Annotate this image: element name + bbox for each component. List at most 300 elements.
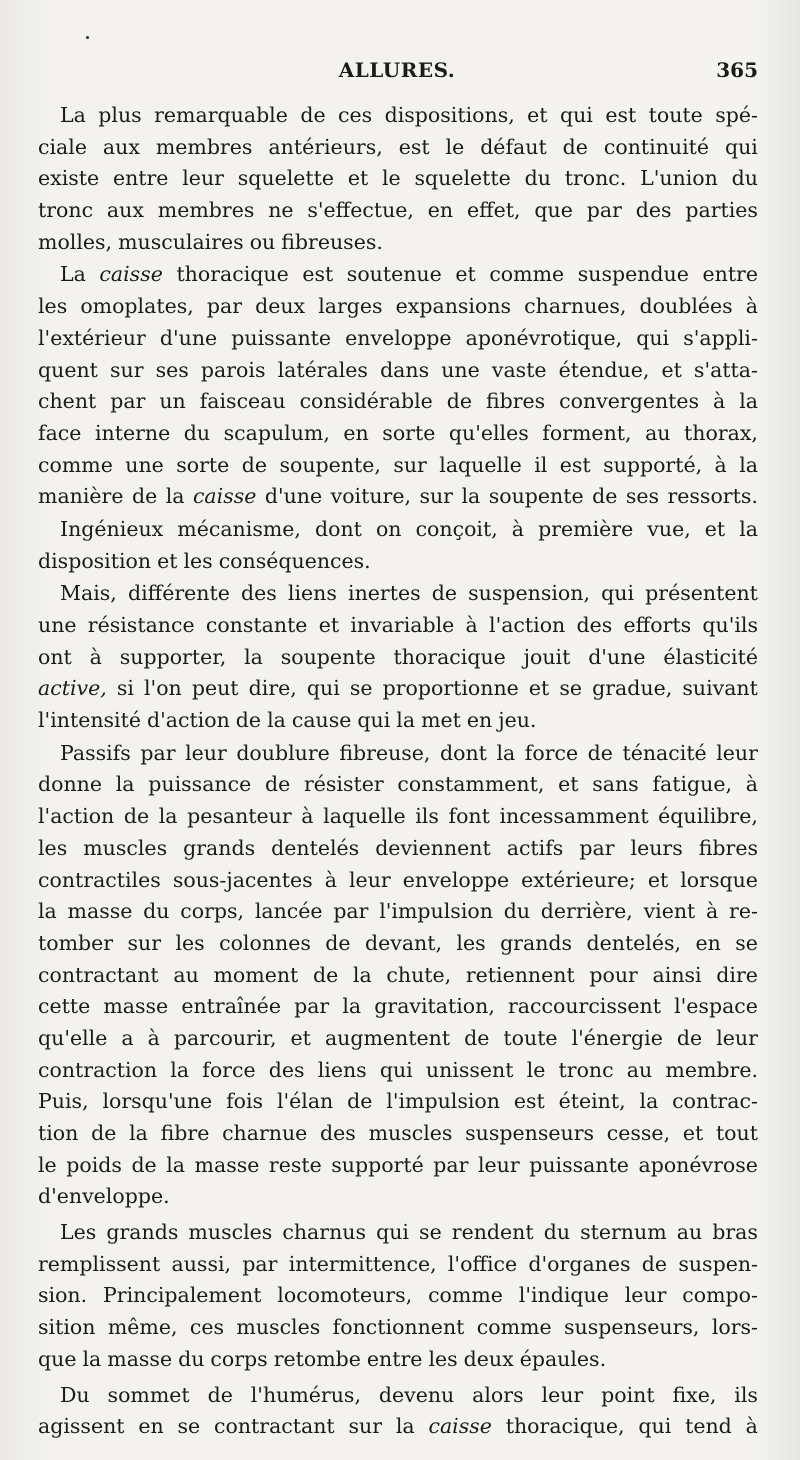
word: moment <box>213 962 299 987</box>
word: mécanisme, <box>177 516 301 541</box>
word: de <box>347 1089 373 1114</box>
word: remarquable <box>154 103 288 127</box>
text-line <box>38 1086 758 1118</box>
word: suspension, <box>468 581 590 606</box>
word: puissante <box>231 325 332 350</box>
word: et <box>455 262 476 287</box>
word: dentelés <box>271 835 360 860</box>
word: de <box>91 1121 117 1145</box>
word: au <box>676 1220 703 1245</box>
word: thorax, <box>684 420 758 445</box>
word: actifs <box>506 835 564 860</box>
word: Du <box>60 1382 90 1407</box>
word: musculaires <box>118 229 244 254</box>
word: et <box>347 166 369 191</box>
word: grands <box>183 835 256 860</box>
word: fixe, <box>672 1382 717 1407</box>
word: aussi, <box>171 1251 232 1276</box>
word: force <box>202 1057 256 1082</box>
word: l'action <box>38 804 115 829</box>
word: et <box>157 548 178 573</box>
word: devenu <box>378 1382 455 1407</box>
word: scapulum, <box>223 420 330 445</box>
word: fonctionnent <box>332 1315 465 1340</box>
word: qu'elles <box>448 420 529 445</box>
text-line <box>38 1344 758 1376</box>
paragraph <box>38 514 758 577</box>
word: soupente, <box>279 452 381 477</box>
word: il <box>534 452 548 477</box>
word: fibres <box>485 389 546 414</box>
word: à <box>147 1025 160 1050</box>
word: les <box>175 930 205 955</box>
text-line <box>38 100 758 132</box>
word: liens <box>287 581 337 606</box>
word: devant, <box>364 930 442 955</box>
word: les <box>456 930 486 955</box>
word: ses <box>155 357 189 382</box>
word: aponévrose <box>638 1152 758 1177</box>
word: dont <box>314 516 362 541</box>
word: met <box>421 708 461 733</box>
word: leur <box>624 1283 667 1308</box>
word: convergentes <box>559 389 700 414</box>
word: deviennent <box>375 835 491 860</box>
page-number: 365 <box>716 58 758 82</box>
word: tronc. <box>564 166 627 191</box>
word: antérieurs, <box>268 134 383 159</box>
word: s'appli- <box>683 325 758 350</box>
paragraph <box>38 1380 758 1443</box>
word: sur <box>393 452 427 477</box>
word: puissance <box>148 772 252 797</box>
word: qui <box>306 676 340 701</box>
word: contrac- <box>672 1089 758 1114</box>
word: des <box>240 581 277 606</box>
word: dans <box>380 357 430 382</box>
word: toute <box>503 1025 558 1050</box>
word: lorsque <box>680 867 758 892</box>
word: première <box>538 516 634 541</box>
text-line <box>38 514 758 546</box>
word: par <box>140 740 176 765</box>
word: la <box>158 804 178 829</box>
word: résister <box>303 772 384 797</box>
word: disposition <box>38 548 152 573</box>
word: augmentent <box>324 1025 451 1050</box>
word: que <box>534 198 573 223</box>
word: suspenseurs, <box>564 1315 700 1340</box>
running-title: ALLURES. <box>338 58 456 82</box>
word: le <box>526 1057 546 1082</box>
word: sternum <box>580 1220 667 1245</box>
word: sion. <box>38 1283 88 1308</box>
word: entraînée <box>181 994 281 1019</box>
word: une <box>38 613 77 637</box>
word: entre <box>112 166 169 191</box>
word: de <box>641 1251 668 1276</box>
word: entre <box>366 1346 423 1371</box>
word: l'impulsion <box>386 1089 500 1114</box>
word: qui <box>559 103 593 127</box>
word: fibre <box>160 1121 210 1145</box>
text-line <box>38 991 758 1023</box>
word: qu'elle <box>38 1025 108 1050</box>
paragraph <box>38 578 758 736</box>
text-line <box>38 642 758 674</box>
word: masse <box>194 1152 260 1177</box>
word: et <box>528 676 550 701</box>
word: charnue <box>222 1121 308 1145</box>
word: force <box>524 740 579 765</box>
text-line <box>38 578 758 610</box>
word: du <box>143 899 170 924</box>
text-line <box>38 896 758 928</box>
word: Les <box>60 1220 97 1245</box>
word: sur <box>419 484 453 509</box>
word: l'action <box>489 613 566 637</box>
word: squelette <box>414 166 511 191</box>
word: l'humérus, <box>250 1382 361 1407</box>
word: suspendue <box>577 262 689 287</box>
word: de <box>312 962 339 987</box>
word: de <box>123 804 150 829</box>
word: éteint, <box>558 1089 626 1114</box>
word: aux <box>106 198 144 223</box>
word: corps <box>210 1346 268 1371</box>
word: re- <box>729 899 758 924</box>
word: se <box>419 1220 442 1245</box>
word: doublure <box>236 740 330 765</box>
word: de <box>131 484 158 509</box>
word: laquelle <box>439 452 522 477</box>
word: par <box>333 899 369 924</box>
word: latérales <box>277 357 368 382</box>
text-line <box>38 738 758 770</box>
word: un <box>159 389 186 414</box>
word: sur <box>110 357 144 382</box>
word: compo- <box>682 1283 758 1308</box>
word: et <box>704 516 726 541</box>
word: ses <box>625 484 659 509</box>
word: conséquences. <box>218 548 371 573</box>
word: cesse, <box>606 1121 671 1145</box>
word: les <box>38 835 68 860</box>
text-line <box>38 163 758 195</box>
word: aponévrotique, <box>465 325 623 350</box>
word: s'effectue, <box>307 198 414 223</box>
word: ou <box>249 229 276 254</box>
word: intermittence, <box>288 1251 437 1276</box>
word: La <box>60 103 86 127</box>
word: ainsi <box>652 962 702 987</box>
word: et <box>290 1025 311 1050</box>
word: tend <box>685 1414 732 1439</box>
word: tion <box>38 1121 79 1145</box>
word: qui <box>638 1414 672 1439</box>
word: retombe <box>273 1346 361 1371</box>
word: des <box>268 1057 305 1082</box>
word: quent <box>38 357 98 382</box>
word: membres <box>157 198 255 223</box>
text-line <box>38 546 758 578</box>
text-line <box>38 673 758 705</box>
word: sous-jacentes <box>172 867 313 892</box>
word: la <box>38 899 57 924</box>
word: en <box>138 1414 164 1439</box>
word: que <box>38 1346 77 1371</box>
word: et <box>661 357 682 382</box>
word: forment, <box>542 420 632 445</box>
word: fatigue, <box>652 772 733 797</box>
word: qui <box>601 581 635 606</box>
word: sur <box>348 1414 383 1439</box>
word: une <box>125 452 164 477</box>
word: dentelés, <box>586 930 682 955</box>
word: masse <box>103 994 169 1019</box>
word: caisse <box>99 262 163 287</box>
word: thoracique <box>176 262 289 287</box>
word: chute, <box>386 962 452 987</box>
word: la <box>639 1089 659 1114</box>
word: l'on <box>144 676 182 701</box>
word: du <box>543 1220 571 1245</box>
word: unissent <box>425 1057 514 1082</box>
word: suspenseurs <box>465 1121 595 1145</box>
word: le <box>38 1152 57 1177</box>
body-text <box>38 100 758 1444</box>
word: qui <box>376 1220 409 1245</box>
word: ressorts. <box>667 484 758 509</box>
word: leur <box>349 867 391 892</box>
word: s'atta- <box>693 357 758 382</box>
word: soupente <box>488 484 584 509</box>
text-line <box>38 481 758 513</box>
word: thoracique, <box>505 1414 625 1439</box>
word: par <box>242 1251 278 1276</box>
word: vaste <box>491 357 547 382</box>
word: d'une <box>159 325 218 350</box>
word: à <box>89 644 102 669</box>
word: leur <box>541 1382 584 1407</box>
word: contraction <box>38 1057 158 1082</box>
word: d'une <box>264 484 323 509</box>
word: est <box>302 262 334 287</box>
word: poids <box>66 1152 122 1177</box>
word: par <box>433 1152 469 1177</box>
word: est <box>513 1089 545 1114</box>
word: comme <box>476 1315 552 1340</box>
word: L'union <box>640 166 718 191</box>
word: ténacité <box>622 740 707 765</box>
word: muscles <box>236 1315 321 1340</box>
word: leurs <box>630 835 683 860</box>
word: qu'ils <box>702 613 758 637</box>
word: deux <box>255 294 306 319</box>
text-line <box>38 1280 758 1312</box>
word: de <box>592 484 618 509</box>
word: Principalement <box>103 1283 262 1308</box>
word: squelette <box>237 166 335 191</box>
word: thoracique <box>393 644 506 669</box>
word: face <box>38 420 82 445</box>
text-line <box>38 1118 758 1150</box>
word: efforts <box>623 613 692 637</box>
word: muscles <box>368 1121 453 1145</box>
word: des <box>320 1121 356 1145</box>
word: en <box>466 708 493 733</box>
word: aux <box>102 134 140 159</box>
text-line <box>38 1055 758 1087</box>
word: gravitation, <box>374 994 495 1019</box>
word: les <box>38 294 68 319</box>
text-line <box>38 833 758 865</box>
word: doublées <box>639 294 733 319</box>
word: suspen- <box>678 1251 758 1276</box>
word: constante <box>205 613 308 637</box>
word: sorte <box>382 420 436 445</box>
word: contractiles <box>38 867 161 892</box>
word: de <box>587 740 613 765</box>
word: tronc <box>38 198 94 223</box>
word: l'indique <box>518 1283 609 1308</box>
word: de <box>431 581 458 606</box>
word: en <box>695 930 721 955</box>
word: caisse <box>192 484 257 509</box>
word: l'impulsion <box>379 899 493 924</box>
word: proportionne <box>382 676 519 701</box>
word: incessamment <box>499 804 649 829</box>
text-line <box>38 801 758 833</box>
word: supporter, <box>119 644 227 669</box>
word: dire, <box>248 676 297 701</box>
word: interne <box>94 420 171 445</box>
word: du <box>183 420 211 445</box>
text-line <box>38 450 758 482</box>
text-line <box>38 195 758 227</box>
word: jouit <box>523 644 571 669</box>
word: supporté, <box>603 452 703 477</box>
word: ces <box>189 1315 225 1340</box>
text-line <box>38 355 758 387</box>
word: comme <box>428 1283 503 1308</box>
word: masse <box>67 899 133 924</box>
word: plus <box>98 103 142 127</box>
word: se <box>349 676 373 701</box>
word: La <box>60 262 86 287</box>
word: et <box>682 1121 704 1145</box>
word: corps, <box>180 899 245 924</box>
word: extérieure; <box>521 867 636 892</box>
word: lorsqu'une <box>102 1089 213 1114</box>
paragraph <box>38 100 758 258</box>
word: à <box>745 772 758 797</box>
word: chent <box>38 389 97 414</box>
word: liens <box>317 1057 367 1082</box>
word: l'élan <box>276 1089 334 1114</box>
word: inertes <box>348 581 421 606</box>
text-line <box>38 1312 758 1344</box>
word: conçoit, <box>415 516 498 541</box>
word: dispositions, <box>384 103 515 127</box>
word: la <box>244 644 263 669</box>
word: au <box>645 420 671 445</box>
word: défaut <box>480 134 547 159</box>
word: leur <box>477 1152 520 1177</box>
word: par <box>206 294 242 319</box>
word: derrière, <box>540 899 633 924</box>
word: du <box>731 166 758 191</box>
word: suivant <box>682 676 758 701</box>
text-line <box>38 705 758 737</box>
word: la <box>165 484 185 509</box>
word: épaules. <box>519 1346 607 1371</box>
word: au <box>173 962 199 987</box>
word: étendue, <box>558 357 650 382</box>
word: de <box>235 708 262 733</box>
word: d'une <box>588 644 646 669</box>
word: cause <box>291 708 352 733</box>
word: laquelle <box>323 804 406 829</box>
paragraph <box>38 259 758 513</box>
word: même, <box>107 1315 178 1340</box>
word: molles, <box>38 229 113 254</box>
word: qui <box>724 134 758 159</box>
text-line <box>38 1249 758 1281</box>
text-line <box>38 769 758 801</box>
text-line <box>38 1023 758 1055</box>
word: soupente <box>280 644 376 669</box>
word: existe <box>38 166 100 191</box>
word: d'action <box>146 708 230 733</box>
word: équilibre, <box>658 804 758 829</box>
word: ciale <box>38 134 87 159</box>
word: tronc <box>558 1057 614 1082</box>
word: muscles <box>188 1220 273 1245</box>
word: à <box>301 804 314 829</box>
word: expansions <box>395 294 512 319</box>
paragraph <box>38 1217 758 1375</box>
word: la <box>739 452 758 477</box>
word: Passifs <box>60 740 131 765</box>
word: omoplates, <box>80 294 194 319</box>
word: leur <box>716 740 758 765</box>
word: fibres <box>698 835 758 860</box>
word: larges <box>318 294 383 319</box>
word: ne <box>268 198 294 223</box>
word: muscles <box>83 835 168 860</box>
word: dire <box>716 962 758 987</box>
word: sommet <box>107 1382 190 1407</box>
word: supporté <box>331 1152 424 1177</box>
word: fibreuses. <box>281 229 383 254</box>
text-line <box>38 865 758 897</box>
word: charnues, <box>524 294 627 319</box>
text-line <box>38 259 758 291</box>
word: vient <box>643 899 696 924</box>
word: qui <box>357 708 391 733</box>
word: manière <box>38 484 124 509</box>
word: l'intensité <box>38 708 141 733</box>
word: lancée <box>254 899 323 924</box>
word: ils <box>415 804 439 829</box>
word: la <box>170 1057 190 1082</box>
text-line <box>38 386 758 418</box>
word: considérable <box>299 389 433 414</box>
text-line <box>38 323 758 355</box>
running-head <box>36 58 758 88</box>
word: puissante <box>529 1152 629 1177</box>
